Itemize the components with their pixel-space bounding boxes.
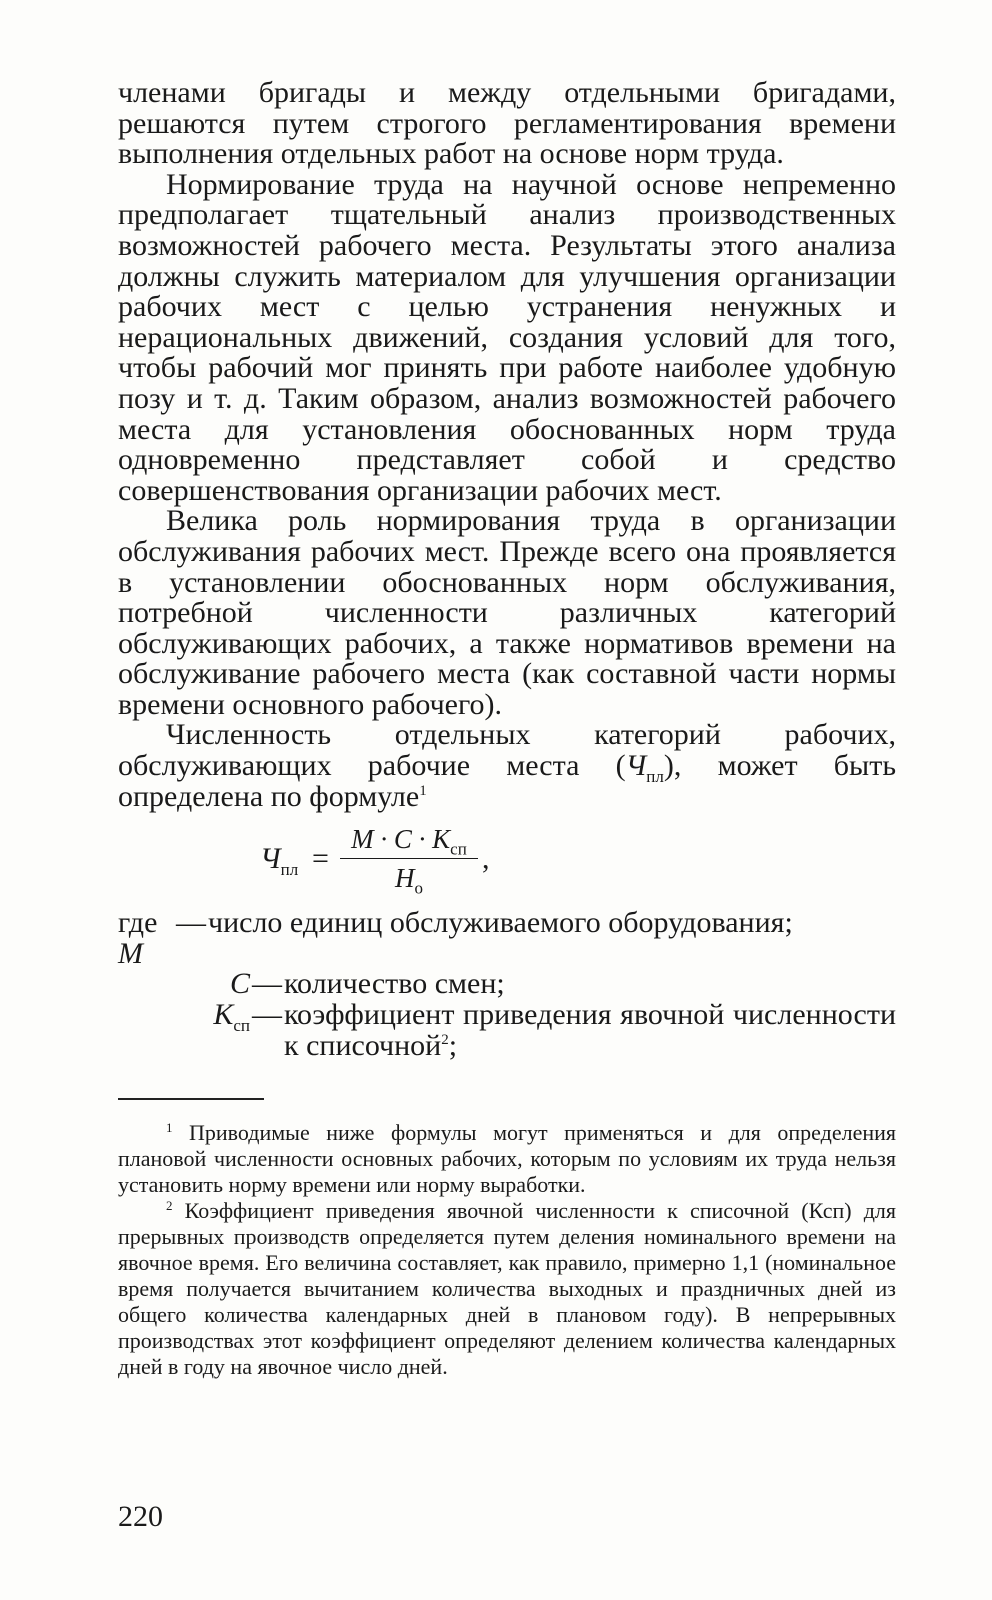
definition-item [118,908,896,969]
paragraph: членами бригады и между отдельными бригадами, решаются путем строгого регламентирования времени выполнения отдельных работ на основе норм труда. [118,76,896,171]
definitions-list [118,908,896,1061]
formula-lhs: $Ч_{пл}$ [260,842,299,880]
definition-description: коэффициент приведения явочной численности к списочной$^2$; [284,998,896,1062]
paragraph: Нормирование труда на научной основе непременно предполагает тщательный анализ производственных возможностей рабочего места. Результаты этого анализа должны служить материалом для улучшения организации рабочих мест с целью устранения ненужных и нерациональных движений, создания условий для того, чтобы рабочий мог принять при работе наиболее удобную позу и т. д. Таким образом, анализ возможностей рабочего места для установления обоснованных норм труда одновременно представляет собой и средство совершенствования организации рабочих мест. [118,167,896,507]
paragraph-intro-formula [118,720,896,812]
definition-symbol: M [118,936,143,970]
definition-description: количество смен; [284,967,505,1001]
intro-text-before: Численность отдельных категорий рабочих, обслуживающих рабочие места ( [118,718,896,783]
definition-symbol: $K_{сп}$ [213,998,250,1036]
definition-item [118,969,896,1000]
main-text [118,78,896,1061]
footnote-ref-2: 2 [441,1031,449,1048]
formula-numerator: $M \cdot C \cdot K_{сп}$ [351,824,467,859]
formula-fraction [340,822,478,898]
definition-prefix: где [118,906,158,940]
formula-denominator: $H_о$ [395,863,423,898]
definition-dash: — [252,998,282,1032]
formula [118,822,896,902]
footnote-mark: 1 [166,1120,173,1135]
definition-dash: — [252,967,282,1001]
footnote-2 [118,1198,896,1380]
footnote-divider [118,1098,264,1100]
footnote-mark: 2 [166,1198,173,1213]
page-number: 220 [118,1500,163,1533]
formula-equals: = [312,842,329,876]
intro-symbol-sub: пл [646,767,664,787]
footnotes [118,1120,896,1380]
intro-symbol: Ч [625,749,647,783]
footnote-text: Коэффициент приведения явочной численности к списочной (Ксп) для прерывных производств определяется путем деления номинального времени на явочное время. Его величина составляет, как правило, примерно 1,1 (номинальное время получается вычитанием количества выходных и праздничных дней из общего количества календарных дней в плановом году). В непрерывных производствах этот коэффициент определяют делением количества календарных дней в году на явочное число дней. [118,1198,897,1379]
definition-item [118,1000,896,1061]
intro-text-after: ), может быть определена по формуле [118,749,897,813]
footnote-ref-1: 1 [419,782,427,799]
definition-dash: — [176,906,206,940]
footnote-text: Приводимые ниже формулы могут применяться и для определения плановой численности основных рабочих, которым по условиям их труда нельзя установить норму времени или норму выработки. [118,1120,896,1197]
paragraph: Велика роль нормирования труда в организации обслуживания рабочих мест. Прежде всего она проявляется в установлении обоснованных норм обслуживания, потребной численности различных категорий обслуживающих рабочих, а также нормативов времени на обслуживание рабочего места (как составной части нормы времени основного рабочего). [118,504,896,721]
footnote-1 [118,1120,896,1198]
definition-description: число единиц обслуживаемого оборудования; [208,906,793,940]
formula-trailing: , [482,842,490,876]
definition-symbol: C [229,967,250,1001]
